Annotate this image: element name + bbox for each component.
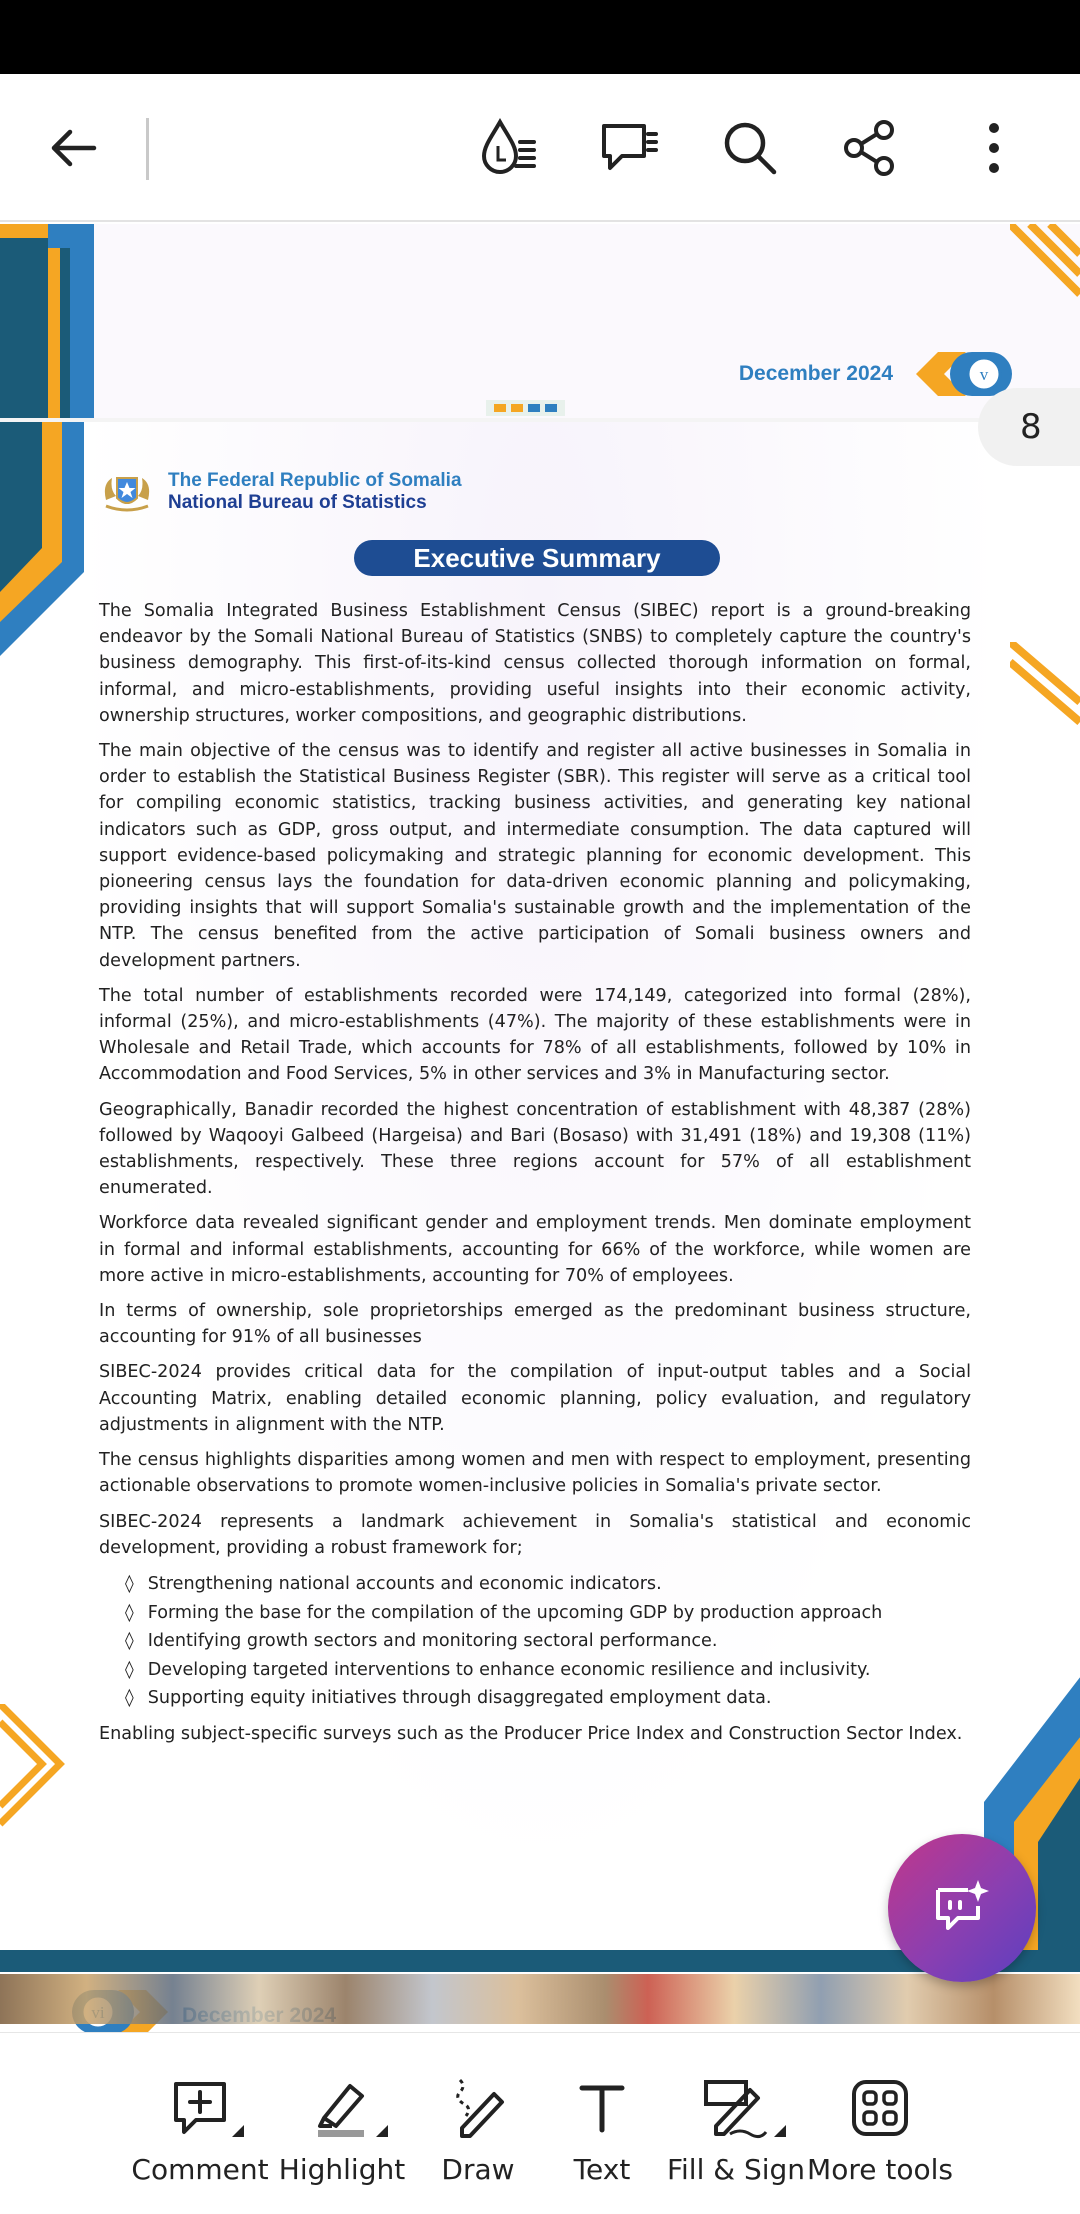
bullet-glyph: ◊ [125, 1573, 134, 1594]
tool-label: Highlight [278, 2153, 406, 2186]
arrow-left-icon [46, 120, 102, 176]
more-tools[interactable] [800, 2073, 960, 2186]
top-toolbar [0, 74, 1080, 222]
liquid-mode-icon [476, 116, 540, 180]
ai-assistant-icon [930, 1876, 994, 1940]
corner-stripes-decoration [0, 224, 100, 418]
back-button[interactable] [38, 112, 110, 184]
paragraph: The total number of establishments recorded were 174,149, categorized into formal (28%), informal (25%), and micro-establishments (47%). The majority of these establishments were in Wholesale and Retail Trade, which accounts for 78% of all establishments, followed by 10% in Accommodation and Food Services, 5% in other services and 3% in Manufacturing sector. [99, 985, 971, 1085]
paragraph: Workforce data revealed significant gender and employment trends. Men dominate employment in formal and informal establishments, accounting for 66% of the workforce, while women are more active in micro-establishments, accounting for 70% of employees. [99, 1213, 971, 1286]
search-icon [720, 118, 780, 178]
corner-stripes-decoration [0, 422, 90, 662]
text-icon [574, 2080, 630, 2136]
tool-label: Comment [131, 2153, 269, 2186]
page-separator-dashes [486, 400, 565, 416]
comments-icon [596, 116, 660, 180]
paragraph: In terms of ownership, sole proprietorships emerged as the predominant business structure, accounting for 91% of all businesses [99, 1301, 971, 1348]
paragraph: The census highlights disparities among women and men with respect to employment, presenting actionable observations to promote women-inclusive policies in Somalia's private sector. [99, 1450, 971, 1497]
liquid-mode-button[interactable] [472, 112, 544, 184]
more-tools-icon [850, 2078, 910, 2138]
search-button[interactable] [714, 112, 786, 184]
chevron-decoration-right [1010, 224, 1080, 314]
toolbar-divider [146, 118, 149, 180]
org-name-line2: National Bureau of Statistics [168, 492, 427, 513]
list-item: ◊ Forming the base for the compilation of the upcoming GDP by production approach [125, 1599, 971, 1628]
tool-label: Draw [441, 2153, 515, 2186]
somalia-coat-of-arms-icon [100, 470, 154, 514]
list-item: ◊ Identifying growth sectors and monitoring sectoral performance. [125, 1627, 971, 1656]
org-header [100, 470, 462, 514]
bullet-glyph: ◊ [125, 1602, 134, 1623]
comment-add-icon [170, 2078, 230, 2138]
more-options-button[interactable] [958, 112, 1030, 184]
page-number: 8 [1020, 407, 1042, 447]
previous-page [0, 224, 1080, 418]
fill-sign-icon [700, 2076, 772, 2140]
org-name-line1: The Federal Republic of Somalia [168, 470, 462, 491]
tool-label: Fill & Sign [666, 2153, 806, 2186]
paragraph: The Somalia Integrated Business Establishment Census (SIBEC) report is a ground-breaking endeavor by the Somali National Bureau of Statistics (SNBS) to completely capture the country's business demography. This first-of-its-kind census collected thorough information on formal, informal, and micro-establishments, providing useful insights into their economic activity, ownership structures, worker compositions, and geographic distributions. [99, 601, 971, 726]
paragraph: SIBEC-2024 represents a landmark achievement in Somalia's statistical and economic development, providing a robust framework for; [99, 1511, 971, 1558]
paragraph: SIBEC-2024 provides critical data for the compilation of input-output tables and a Social Accounting Matrix, enabling detailed economic planning, policy evaluation, and regulatory adjustments in alignment with the NTP. [99, 1362, 971, 1435]
comments-button[interactable] [592, 112, 664, 184]
paragraph: Enabling subject-specific surveys such as the Producer Price Index and Construction Sector Index. [99, 1723, 963, 1744]
list-item: ◊ Strengthening national accounts and economic indicators. [125, 1570, 971, 1599]
bullet-glyph: ◊ [125, 1688, 134, 1709]
status-bar [0, 0, 1080, 74]
share-icon [840, 118, 900, 178]
tool-label: More tools [807, 2153, 953, 2186]
list-item: ◊ Supporting equity initiatives through disaggregated employment data. [125, 1684, 971, 1713]
paragraph: Geographically, Banadir recorded the highest concentration of establishment with 48,387 (28%) followed by Waqooyi Galbeed (Hargeisa) and Bari (Bosaso) with 31,491 (18%) and 19,308 (11%) establishments, respectively. These three regions account for 57% of all establishment enumerated. [99, 1099, 971, 1199]
comment-tool[interactable] [120, 2073, 280, 2186]
chevron-decoration-left [0, 1704, 70, 1834]
paragraph: The main objective of the census was to identify and register all active businesses in Somalia in order to establish the Statistical Business Register (SBR). This register will serve as a critical tool for compiling economic statistics, tracking business activities, and generating key national indicators such as GDP, gross output, and intermediate consumption. The data captured will support evidence-based policymaking and strategic planning for economic development. This pioneering census lays the foundation for data-driven economic planning and policymaking, providing insights that will support Somalia's sustainable growth and the implementation of the NTP. The census benefited from the active participation of Somali business owners and development partners. [99, 741, 971, 971]
next-page-photo [0, 1974, 1080, 2024]
bullet-glyph: ◊ [125, 1659, 134, 1680]
page-body [99, 598, 971, 1756]
draw-icon [446, 2076, 510, 2140]
tool-label: Text [573, 2153, 631, 2186]
more-vertical-icon [979, 118, 1009, 178]
page-number-badge[interactable] [978, 388, 1080, 466]
ai-assistant-button[interactable] [888, 1834, 1036, 1982]
section-title: Executive Summary [354, 540, 720, 576]
bullet-glyph: ◊ [125, 1631, 134, 1652]
highlight-icon [310, 2078, 374, 2138]
share-button[interactable] [834, 112, 906, 184]
chevron-decoration-right [1010, 642, 1080, 732]
document-viewer[interactable] [0, 224, 1080, 2032]
bottom-tools-bar [0, 2032, 1080, 2214]
list-item: ◊ Developing targeted interventions to enhance economic resilience and inclusivity. [125, 1656, 971, 1685]
document-page [0, 422, 1080, 2032]
bullet-list [125, 1570, 971, 1713]
previous-page-date: December 2024 [738, 362, 893, 385]
previous-page-roman: v [979, 365, 989, 384]
fill-sign-tool[interactable] [656, 2073, 816, 2186]
